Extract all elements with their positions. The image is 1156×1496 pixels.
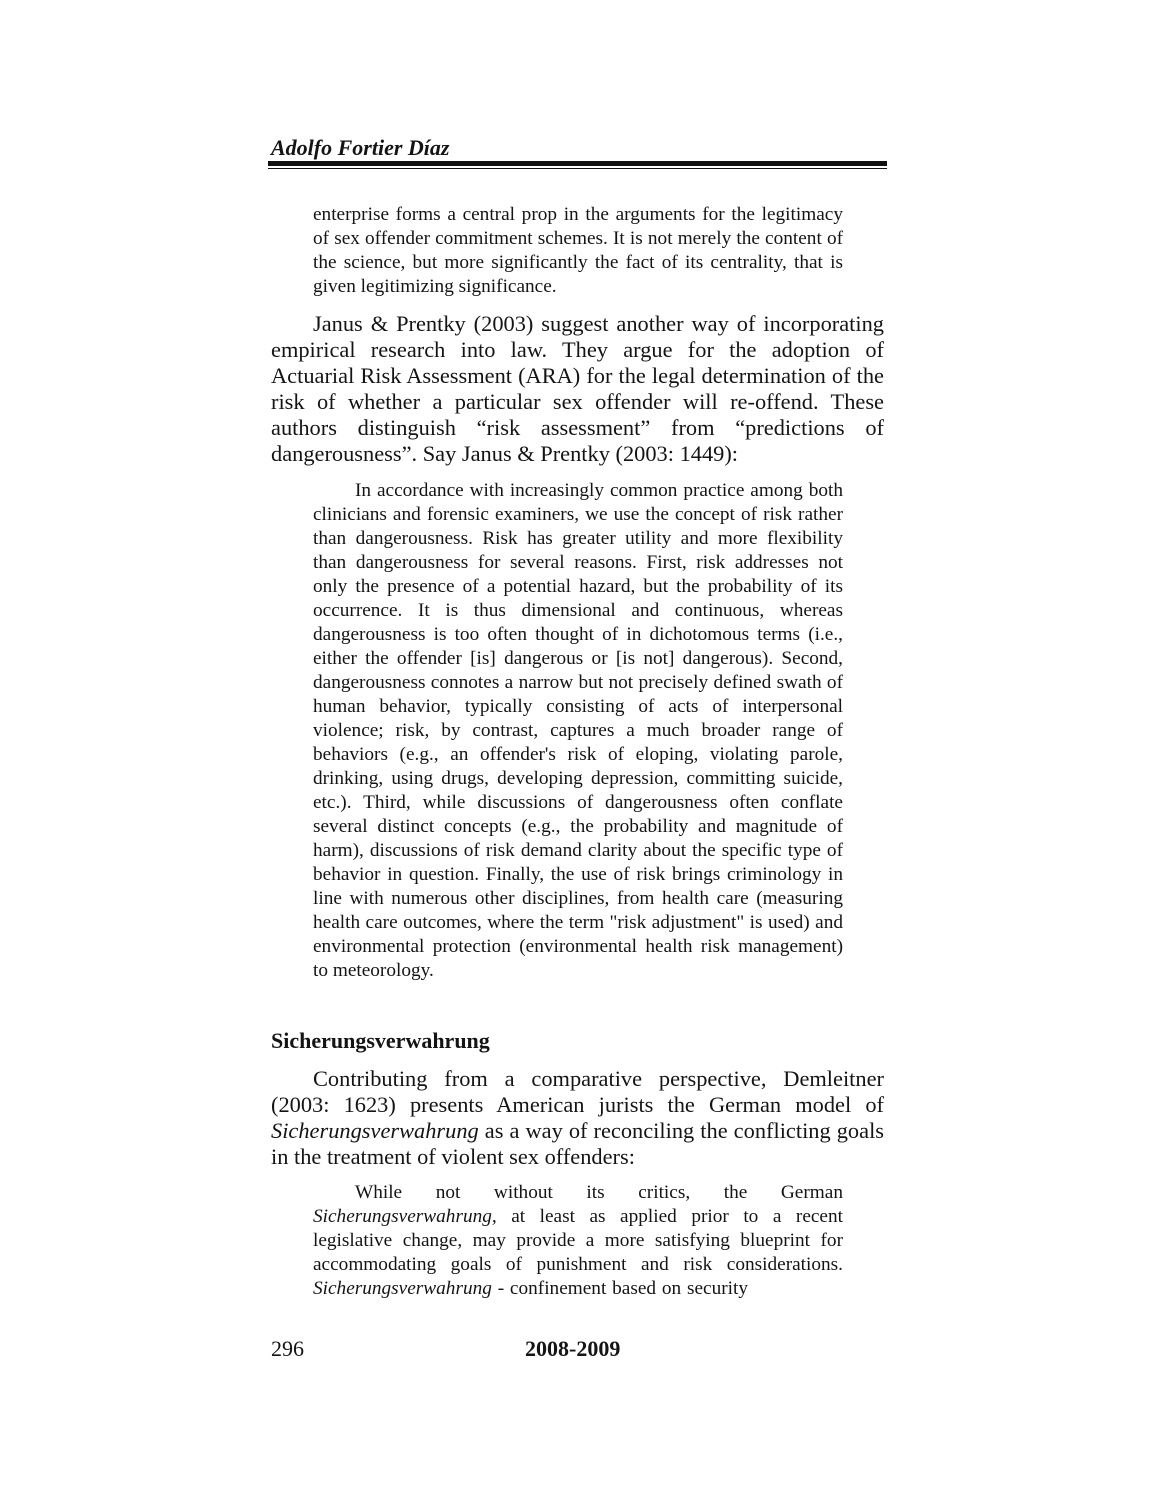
paragraph-text: Contributing from a comparative perspective, Demleitner (2003: 1623) presents American jurists the German model of (271, 1066, 884, 1117)
block-quote-janus-prentky: In accordance with increasingly common practice among both clinicians and forensic examiners, we use the concept of risk rather than dangerousness. Risk has greater utility and more flexibility than dangerousness for several reasons. First, risk addresses not only the presence of a potential hazard, but the probability of its occurrence. It is thus dimensional and continuous, whereas dangerousness is too often thought of in dichotomous terms (i.e., either the offender [is] dangerous or [is not] dangerous). Second, dangerousness connotes a narrow but not precisely defined swath of human behavior, typically consisting of acts of interpersonal violence; risk, by contrast, captures a much broader range of behaviors (e.g., an offender's risk of eloping, violating parole, drinking, using drugs, developing depression, committing suicide, etc.). Third, while discussions of dangerousness often conflate several distinct concepts (e.g., the probability and magnitude of harm), discussions of risk demand clarity about the specific type of behavior in question. Finally, the use of risk brings criminology in line with numerous other disciplines, from health care (measuring health care outcomes, where the term "risk adjustment" is used) and environmental protection (environmental health risk management) to meteorology. (313, 480, 843, 981)
italic-term: Sicherungsverwahrung, (313, 1206, 497, 1227)
running-head-author: Adolfo Fortier Díaz (271, 135, 450, 160)
header-rule-thin (268, 168, 887, 169)
italic-term: Sicherungsverwahrung (313, 1278, 492, 1299)
quote-text: at least as applied prior to a recent legislative change, may provide a more satisfying blueprint for accommodating goals of punishment and risk considerations. (313, 1206, 843, 1275)
quote-text: While not without its critics, the German (355, 1182, 843, 1203)
block-quote-continued: enterprise forms a central prop in the arguments for the legitimacy of sex offender commitment schemes. It is not merely the content of the science, but more significantly the fact of its centrality, that is given legitimizing significance. (313, 204, 843, 297)
header-rule-thick (268, 161, 887, 166)
italic-term: Sicherungsverwahrung (271, 1118, 479, 1143)
page-number: 296 (271, 1336, 304, 1361)
block-quote-demleitner (313, 1181, 843, 1301)
volume-years: 2008-2009 (525, 1336, 621, 1361)
body-paragraph-demleitner (271, 1066, 884, 1170)
paragraph-text: as a way of reconciling the conflicting goals in the treatment of violent sex offenders: (271, 1118, 884, 1169)
quote-text: - confinement based on security (491, 1278, 748, 1299)
body-paragraph-janus-prentky: Janus & Prentky (2003) suggest another way of incorporating empirical research into law. They argue for the adoption of Actuarial Risk Assessment (ARA) for the legal determination of the risk of whether a particular sex offender will re-offend. These authors distinguish “risk assessment” from “predictions of dangerousness”. Say Janus & Prentky (2003: 1449): (271, 311, 884, 466)
document-page (271, 0, 887, 1496)
section-heading: Sicherungsverwahrung (271, 1028, 490, 1053)
